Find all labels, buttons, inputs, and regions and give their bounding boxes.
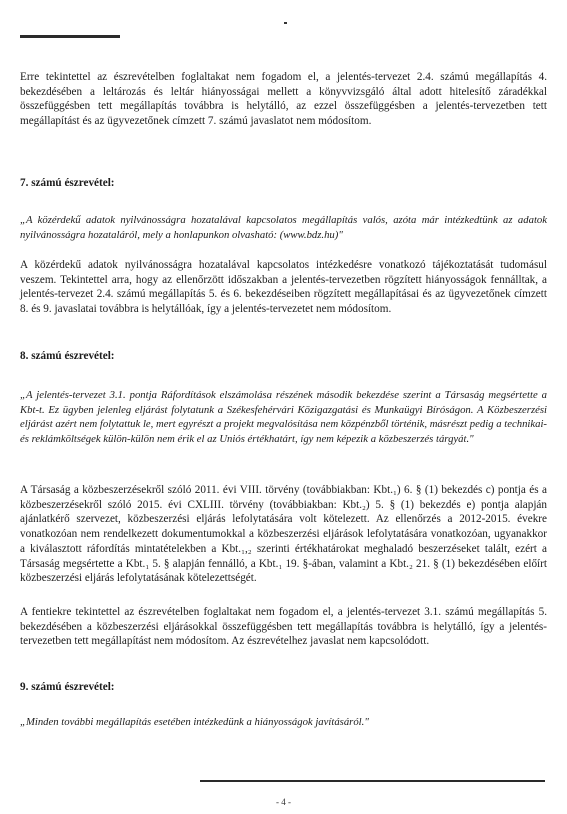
- heading-observation-9: 9. számú észrevétel:: [20, 681, 115, 693]
- paragraph-2: A közérdekű adatok nyilvánosságra hozatalával kapcsolatos intézkedésre vonatkozó tájékoztatását tudomásul veszem. Tekintettel arra, hogy az ellenőrzött időszakban a jelentés-tervezetben rögzített hiányosságok fennálltak, a jelentés-tervezet 2.4. számú megállapítás 5. és 6. bekezdéseiben rögzített megállapításai és az ügyvezetőnek címzett 8. és 9. javaslatai továbbra is helytállóak, így a jelentés-tervezetet nem módosítom.: [20, 259, 547, 316]
- heading-observation-8: 8. számú észrevétel:: [20, 350, 115, 362]
- quote-observation-7: „A közérdekű adatok nyilvánosságra hozatalával kapcsolatos megállapítás valós, azóta már intézkedtünk az adatok nyilvánosságra hozataláról, mely a honlapunkon olvasható: (www.bdz.hu)": [20, 214, 547, 241]
- paragraph-1: Erre tekintettel az észrevételben foglaltakat nem fogadom el, a jelentés-tervezet 2.4. számú megállapítás 4. bekezdésében a leltározás és leltár hiányosságai mellett a könyvvizsgáló által adott hitelesítő záradékkal összefüggésben tett megállapítás továbbra is helytálló, az ezzel összefüggésben a jelentés-tervezetben tett megállapítást és az ügyvezetőnek címzett 7. számú javaslatot nem módosítom.: [20, 71, 547, 128]
- paragraph-3: A Társaság a közbeszerzésekről szóló 2011. évi VIII. törvény (továbbiakban: Kbt.₁) 6. § (1) bekezdés c) pontja és a közbeszerzésekről szóló 2015. évi CXLIII. törvény (továbbiakban: Kbt.₂) 5. § (1) bekezdés e) pontja alapján ajánlatkérő szervezet, közbeszerzési eljárás lefolytatására volt kötelezett. Az ellenőrzés a 2012-2015. évekre vonatkozóan nem rendelkezett dokumentumokkal a közbeszerzési eljárások lefolytatására vonatkozóan, ugyanakkor a kiválasztott ráfordítás mintatételekben a Kbt.₁,₂ szerinti értékhatárokat meghaladó beszerzéseket talált, ezért a Társaság megsértette a Kbt.₁ 5. § alapján fennálló, a Kbt.₁ 19. §-ában, valamint a Kbt.₂ 21. § (1) bekezdésében előírt közbeszerzési eljárás lefolytatásának kötelezettségét.: [20, 484, 547, 585]
- header-rule: [20, 35, 120, 38]
- page-number: - 4 -: [276, 797, 291, 807]
- quote-observation-8: „A jelentés-tervezet 3.1. pontja Ráfordítások elszámolása részének második bekezdése szerint a Társaság megsértette a Kbt-t. Ez ügyben jelenleg eljárást folytatunk a Székesfehérvári Közigazgatási és Munkaügyi Bíróságon. A Közbeszerzési eljárást azért nem folytattuk le, mert egyrészt a projekt megvalósítása nem közpénzből történik, másrészt pedig a technikai- és reklámköltségek külön-külön nem érik el az Uniós értékhatárt, így nem képezik a közbeszerzés tárgyát.": [20, 389, 547, 446]
- quote-observation-9: „Minden további megállapítás esetében intézkedünk a hiányosságok javításáról.": [20, 716, 369, 728]
- paragraph-4: A fentiekre tekintettel az észrevételben foglaltakat nem fogadom el, a jelentés-tervezet 3.1. számú megállapítás 5. bekezdésében a közbeszerzési eljárásokkal összefüggésben tett megállapítás továbbra is helytálló, így a jelentés-tervezetben tett megállapítást nem módosítom. Az észrevételhez javaslat nem kapcsolódott.: [20, 606, 547, 648]
- footer-rule: [200, 780, 545, 782]
- scan-mark: [284, 22, 287, 24]
- heading-observation-7: 7. számú észrevétel:: [20, 177, 115, 189]
